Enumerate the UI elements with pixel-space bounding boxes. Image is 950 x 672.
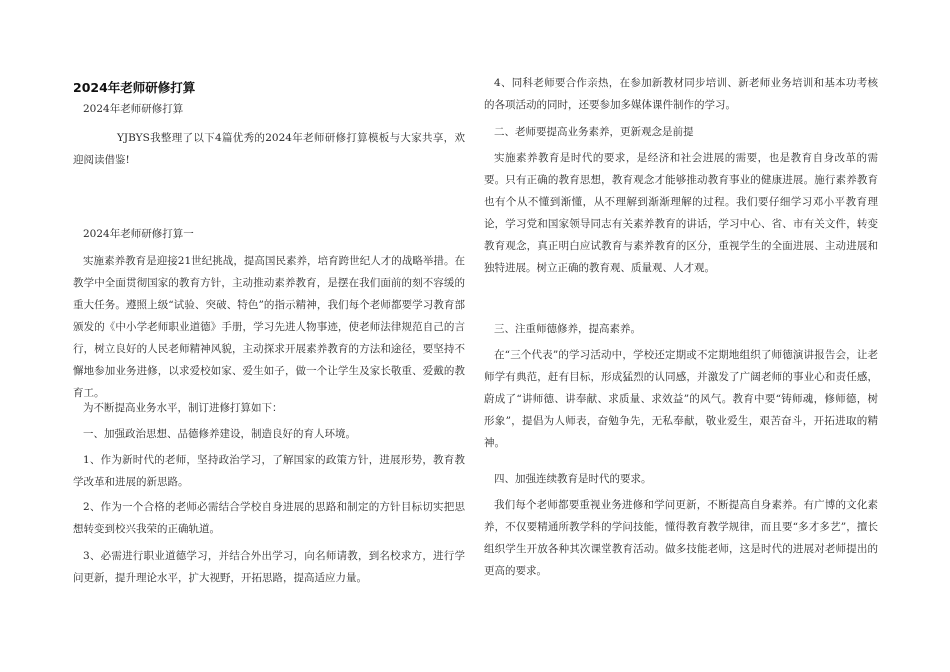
paragraph-3: 一、加强政治思想、品德修养建设，制造良好的育人环境。	[83, 428, 356, 440]
paragraph-5: 2、作为一个合格的老师必需结合学校自身进展的思路和制定的方针目标切实把思想转变到校兴我荣的正确轨道。	[73, 501, 465, 535]
paragraph-9: 实施素养教育是时代的要求，是经济和社会进展的需要，也是教育自身改革的需要。只有正确的教育思想，教育观念才能够推动教育事业的健康进展。施行素养教育也有个从不懂到渐懂，从不理解到渐渐理解的过程。我们要仔细学习邓小平教育理论，学习党和国家领导同志有关素养教育的讲话，学习中心、省、市有关文件，转变教育观念，真正明白应试教育与素养教育的区分，重视学生的全面进展、主动进展和独特进展。树立正确的教育观、质量观、人才观。	[484, 152, 878, 274]
paragraph-13: 我们每个老师都要重视业务进修和学问更新，不断提高自身素养。有广博的文化素养，不仅要精通所教学科的学问技能，懂得教育教学规律，而且要“多才多艺”，擅长组织学生开放各种其次课堂教育活动。做多技能老师，这是时代的进展对老师提出的更高的要求。	[484, 499, 878, 577]
paragraph-11: 在“三个代表”的学习活动中，学校还定期或不定期地组织了师德演讲报告会，让老师学有典范，赶有目标，形成猛烈的认同感，并激发了广阔老师的事业心和责任感，蔚成了“讲师德、讲奉献、求质量、求效益”的风气。教育中要“铸师魂，修师德，树形象”，提倡为人师表，奋勉争先，无私奉献，敬业爱生，艰苦奋斗，开拓进取的精神。	[484, 349, 878, 449]
paragraph-6: 3、必需进行职业道德学习，并结合外出学习，向名师请教，到名校求方，进行学问更新，提升理论水平，扩大视野，开拓思路，提高适应力量。	[73, 550, 465, 584]
paragraph-8: 二、老师要提高业务素养，更新观念是前提	[494, 126, 694, 138]
paragraph-7: 4、同科老师要合作亲热，在参加新教材同步培训、新老师业务培训和基本功考核的各项活动的同时，还要参加多媒体课件制作的学习。	[484, 77, 878, 111]
paragraph-2: 为不断提高业务水平，制订进修打算如下：	[83, 402, 283, 414]
section-title: 2024年老师研修打算一	[83, 228, 194, 240]
intro-paragraph: YJBYS我整理了以下4篇优秀的2024年老师研修打算模板与大家共享，欢迎阅读借鉴!	[73, 132, 465, 166]
paragraph-10: 三、注重师德修养，提高素养。	[494, 323, 641, 335]
paragraph-1: 实施素养教育是迎接21世纪挑战，提高国民素养，培育跨世纪人才的战略举措。在教学中全面贯彻国家的教育方针，主动推动素养教育，是摆在我们面前的刻不容缓的重大任务。遵照上级“试验、突破、特色”的指示精神，我们每个老师都要学习教育部颁发的《中小学老师职业道德》手册，学习先进人物事迹，使老师法律规范自己的言行，树立良好的人民老师精神风貌，主动探求开展素养教育的方法和途径，要坚持不懈地参加业务进修，以求爱校如家、爱生如子，做一个让学生及家长敬重、爱戴的教育工。	[73, 255, 465, 399]
paragraph-4: 1、作为新时代的老师，坚持政治学习，了解国家的政策方针，进展形势，教育教学改革和进展的新思路。	[73, 454, 465, 488]
paragraph-12: 四、加强连续教育是时代的要求。	[494, 473, 652, 485]
subtitle: 2024年老师研修打算	[83, 103, 184, 115]
document-title: 2024年老师研修打算	[73, 80, 196, 95]
